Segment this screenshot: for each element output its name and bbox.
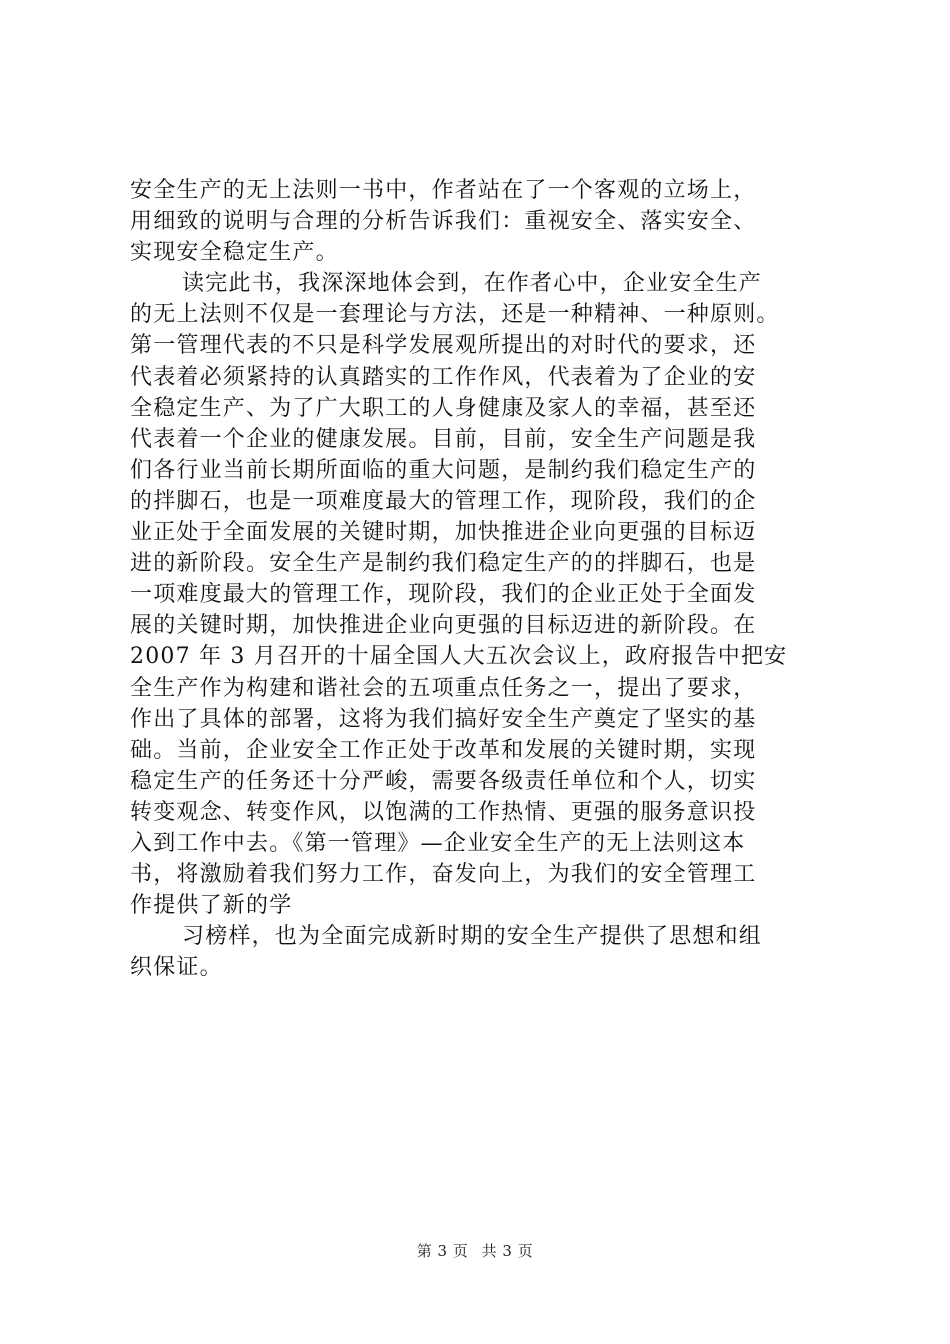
page-footer [0,1240,950,1261]
text-line: 书，将激励着我们努力工作，奋发向上，为我们的安全管理工 [130,862,757,888]
text-line: 进的新阶段。安全生产是制约我们稳定生产的的拌脚石，也是 [130,551,757,577]
text-line: 们各行业当前长期所面临的重大问题，是制约我们稳定生产的 [130,457,757,483]
text-line: 2007 年 3 月召开的十届全国人大五次会议上，政府报告中把安 [130,644,788,670]
text-line: 展的关键时期，加快推进企业向更强的目标迈进的新阶段。在 [130,613,757,639]
text-line: 安全生产的无上法则一书中，作者站在了一个客观的立场上， [130,178,757,203]
text-line: 代表着必须紧持的认真踏实的工作作风，代表着为了企业的安 [130,364,757,390]
text-line: 全稳定生产、为了广大职工的人身健康及家人的幸福，甚至还 [130,395,757,421]
text-line: 用细致的说明与合理的分析告诉我们：重视安全、落实安全、 [130,209,757,235]
text-line: 稳定生产的任务还十分严峻，需要各级责任单位和个人，切实 [130,768,757,794]
text-line: 的拌脚石，也是一项难度最大的管理工作，现阶段，我们的企 [130,488,757,514]
text-line: 作提供了新的学 [130,893,293,919]
text-line: 第一管理代表的不只是科学发展观所提出的对时代的要求，还 [130,333,757,359]
text-line: 习榜样，也为全面完成新时期的安全生产提供了思想和组 [182,924,763,950]
text-line: 读完此书，我深深地体会到，在作者心中，企业安全生产 [182,271,763,297]
text-line: 全生产作为构建和谐社会的五项重点任务之一，提出了要求， [130,675,757,701]
document-body [130,175,830,983]
text-line: 织保证。 [130,955,223,981]
text-line: 业正处于全面发展的关键时期，加快推进企业向更强的目标迈 [130,520,757,546]
text-line: 作出了具体的部署，这将为我们搞好安全生产奠定了坚实的基 [130,706,757,732]
text-line: 一项难度最大的管理工作，现阶段，我们的企业正处于全面发 [130,582,757,608]
page-number: 第 3 页 [416,1242,469,1260]
text-line: 实现安全稳定生产。 [130,240,339,266]
text-line: 的无上法则不仅是一套理论与方法，还是一种精神、一种原则。 [130,302,780,328]
text-line: 入到工作中去。《第一管理》—企业安全生产的无上法则这本 [130,830,746,856]
page-total: 共 3 页 [481,1242,534,1260]
text-line: 转变观念、转变作风，以饱满的工作热情、更强的服务意识投 [130,799,757,825]
text-line: 代表着一个企业的健康发展。目前，目前，安全生产问题是我 [130,426,757,452]
text-line: 础。当前，企业安全工作正处于改革和发展的关键时期，实现 [130,737,757,763]
